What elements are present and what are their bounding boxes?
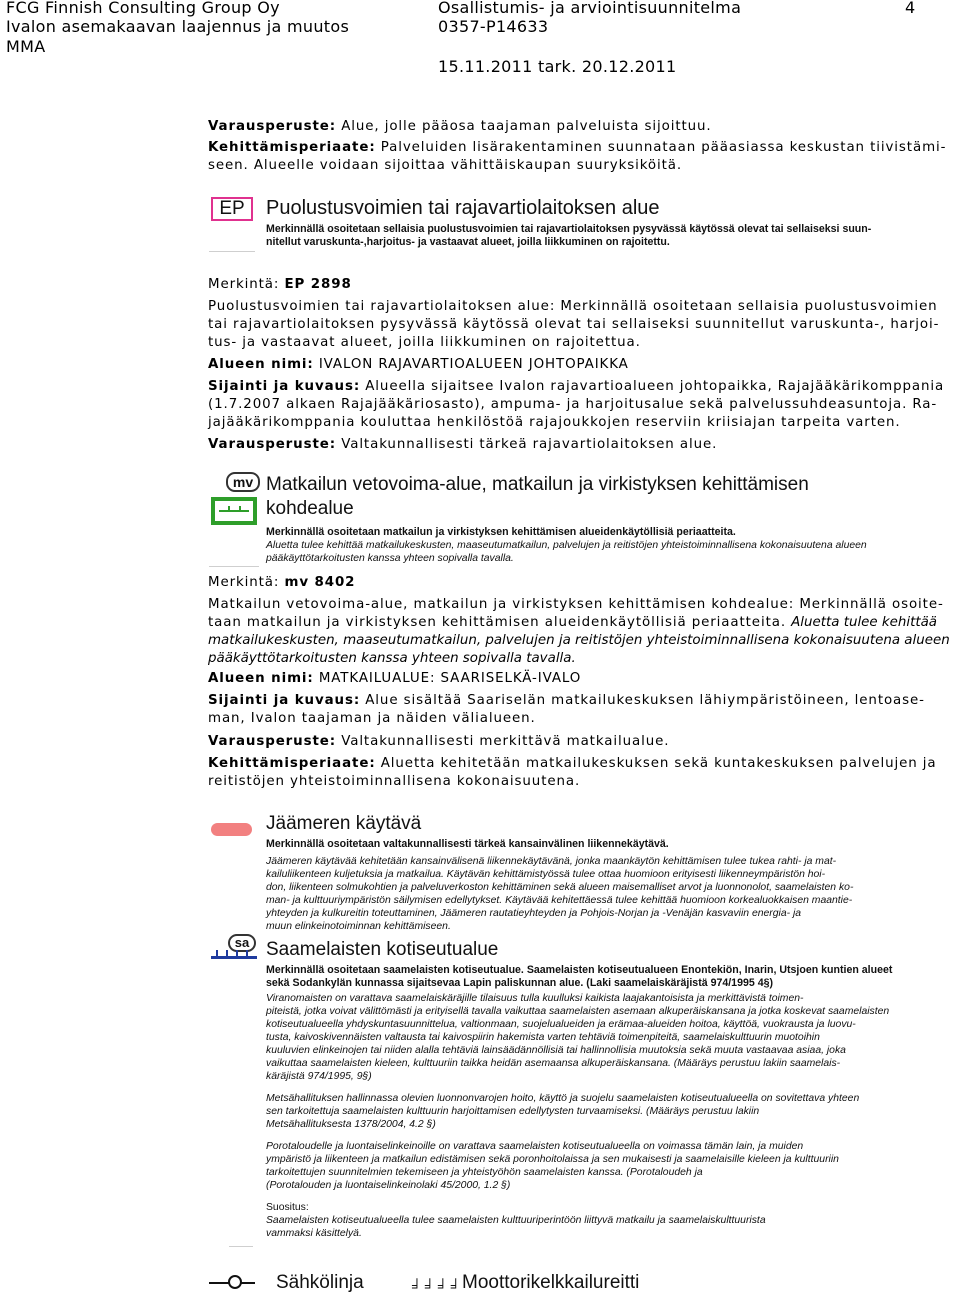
jaameri-title: Jäämeren käytävä [266, 813, 422, 834]
jaameri-it-1: Jäämeren käytävää kehitetään kansainvälisenä liikennekäytävänä, jonka maankäytön kehittämisen tulee tukea rahti- ja mat- [266, 856, 837, 867]
sa-p2-line: Metsähallituksen hallinnassa olevien luonnonvarojen hoito, käyttö ja suojelu saamelaisten kotiseutualueella on sovitettava yhteen [266, 1093, 860, 1104]
sa-boundary-tick [236, 950, 238, 958]
mv-legend-title-1: Matkailun vetovoima-alue, matkailun ja virkistyksen kehittämisen [266, 474, 809, 495]
value: EP 2898 [284, 277, 352, 292]
sa-suositus-label: Suositus: [266, 1202, 309, 1213]
mv-sijainti-2: man, Ivalon taajaman ja näiden välialueen. [208, 711, 536, 726]
ep-legend-title: Puolustusvoimien tai rajavartiolaitoksen alue [266, 197, 660, 219]
sa-suositus-2: vammaksi käsittelyä. [266, 1228, 362, 1239]
label: Kehittämisperiaate: [208, 756, 376, 771]
value: Aluetta kehitetään matkailukeskuksen sekä kuntakeskuksen palvelujen ja [375, 756, 937, 771]
mv-sijainti [208, 692, 925, 710]
plain: taan matkailun ja virkistyksen kehittämisen alueidenkäytöllisiä periaatteita. [208, 615, 792, 630]
ep-symbol: EP [211, 197, 253, 221]
jaameri-it-3: don, liikenteen solmukohtien ja palveluverkoston kehittäminen sekä alueen maisemalliset arvot ja luonnonolot, saamelaisten ko- [266, 882, 854, 893]
ep-merkinta [208, 276, 352, 294]
ep-sijainti [208, 378, 944, 396]
header-author: MMA [6, 37, 46, 56]
ep-sijainti-2: (1.7.2007 alkaen Rajajääkäriosasto), ampuma- ja harjoitusalue sekä palvelussuhdeasuntoja. Ra- [208, 397, 938, 412]
sa-symbol: sa [228, 934, 256, 952]
sa-p2-line: Metsähallituksesta 1378/2004, 4.2 §) [266, 1119, 436, 1130]
sa-legend-rule [229, 1246, 253, 1247]
value: Alue sisältää Saariselän matkailukeskuksen lähiympäristöineen, lentoase- [360, 693, 925, 708]
sa-p1-line: kuuluvien elinkeinojen tai niiden alalla tehtäviä lainsäädännöllisiä tai hallinnollisia muutoksia sekä muuta vastaavaa asiaa, joka [266, 1045, 846, 1056]
ep-legend-rule [209, 251, 255, 252]
ep-sijainti-3: jajääkärikomppania kouluttaa henkilöstöä rajajoukkojen reserviin kriisiajan tarpeita varten. [208, 415, 901, 430]
mv-kehittamisperiaate-2: reitistöjen yhteistoiminnallisena kokonaisuutena. [208, 774, 581, 789]
label: Sijainti ja kuvaus: [208, 693, 361, 708]
sa-boundary-tick [216, 950, 218, 958]
ep-legend-desc-1: Merkinnällä osoitetaan sellaisia puolustusvoimien tai rajavartiolaitoksen pysyvässä käytössä olevat tai sellaiseksi suun- [266, 223, 872, 235]
sa-p2-line: sen tarkoitettuja saamelaisten kulttuurin harjoittamisen edellytysten turvaamiseksi. (Määräys perustuu lakiin [266, 1106, 760, 1117]
sa-bold-2: sekä Sodankylän kunnassa sijaitsevaa Lapin paliskunnan alue. (Laki saamelaiskäräjistä 974/1995 4§) [266, 977, 774, 989]
header-project: Ivalon asemakaavan laajennus ja muutos [6, 17, 350, 36]
intro-varausperuste [208, 118, 712, 136]
label: Kehittämisperiaate: [208, 140, 376, 155]
sa-p1-line: vaikuttaa saamelaisten kieleen, kulttuuriin taikka heidän asemaansa alkuperäiskansana. (Määräys perustuu lakiin saamelais- [266, 1058, 841, 1069]
header-page-number: 4 [905, 0, 916, 17]
value: Valtakunnallisesti tärkeä rajavartiolaitoksen alue. [336, 437, 718, 452]
value: Alueella sijaitsee Ivalon rajavartioalueen johtopaikka, Rajajääkärikomppania [360, 379, 945, 394]
jaameri-it-2: kailuliikenteen kuljetuksia ja matkailua. Käytävän kehittämistyössä tulee ottaa huomioon erityisesti liikenneympäristön hoi- [266, 869, 826, 880]
mv-desc-2 [208, 614, 937, 632]
jaameri-bold-1: Merkinnällä osoitetaan valtakunnallisesti tärkeä kansainvälinen liikennekäytävä. [266, 838, 669, 850]
mv-legend-title-2: kohdealue [266, 498, 354, 519]
mv-area-icon [211, 497, 257, 525]
label: Varausperuste: [208, 734, 337, 749]
sa-bold-1: Merkinnällä osoitetaan saamelaisten kotiseutualue. Saamelaisten kotiseutualueen Enontekiön, Inarin, Utsjoen kuntien alueet [266, 964, 893, 976]
header-project-id: 0357-P14633 [438, 17, 549, 36]
header-company: FCG Finnish Consulting Group Oy [6, 0, 280, 17]
mv-legend-it-2: pääkäyttötarkoitusten kanssa yhteen sopivalla tavalla. [266, 553, 514, 564]
sa-p3-line: ympäristö ja liikenteen ja matkailun edistämisen sekä poronhoitolaissa ja sen mukaisesti ja saamelaisille kieleen ja kulttuuriin [266, 1154, 839, 1165]
sahko-title: Sähkölinja [276, 1272, 364, 1293]
sa-p3-line: (Porotalouden ja luontaiselinkeinolaki 45/2000, 1.2 §) [266, 1180, 511, 1191]
sa-p1-line: käräjistä 974/1995, 9§) [266, 1071, 372, 1082]
mv-area-tick [239, 506, 241, 512]
mv-desc-1: Matkailun vetovoima-alue, matkailun ja virkistyksen kehittämisen kohdealue: Merkinnällä osoite- [208, 597, 944, 612]
label: Varausperuste: [208, 437, 337, 452]
kelkka-title: Moottorikelkkailureitti [462, 1272, 640, 1293]
mv-symbol: mv [226, 472, 260, 492]
ep-desc-1: Puolustusvoimien tai rajavartiolaitoksen alue: Merkinnällä osoitetaan sellaisia puolustusvoimien [208, 299, 938, 314]
mv-desc-4: pääkäyttötarkoitusten kanssa yhteen sopivalla tavalla. [208, 651, 576, 666]
sa-suositus-1: Saamelaisten kotiseutualueella tulee saamelaisten kulttuuriperintöön liittyvä matkailu ja saamelaiskulttuurista [266, 1215, 766, 1226]
label: Sijainti ja kuvaus: [208, 379, 361, 394]
sa-title: Saamelaisten kotiseutualue [266, 939, 499, 960]
jaameri-it-5: yhteyden ja kulkureitin toteuttaminen, Jäämeren rautatieyhteyden ja Pohjois-Norjan ja -Venäjän kasvaviin energia- ja [266, 908, 802, 919]
intro-kehittamisperiaate [208, 139, 946, 157]
label: Alueen nimi: [208, 671, 314, 686]
mv-area-hatch [219, 510, 249, 512]
mv-varausperuste [208, 733, 669, 751]
value: Palveluiden lisärakentaminen suunnataan pääasiassa keskustan tiivistämi- [375, 140, 947, 155]
sahko-circle-icon [228, 1275, 242, 1289]
mv-legend-rule [209, 566, 259, 567]
ep-varausperuste [208, 436, 717, 454]
label: Merkintä: [208, 277, 285, 292]
mv-desc-3: matkailukeskusten, maaseutumatkailun, palvelujen ja reitistöjen yhteistoiminnallisena kokonaisuutena alueen [208, 633, 950, 648]
mv-alueen-nimi [208, 670, 581, 688]
sa-p1-line: kotiseutualueella yhdyskuntasuunnittelua, valtionmaan, suojelualueiden ja erämaa-alueiden hoitoa, käyttöä, vuokrausta ja luovu- [266, 1019, 856, 1030]
jaameri-symbol [211, 823, 252, 836]
label: Alueen nimi: [208, 357, 314, 372]
jaameri-it-6: muun elinkeinotoiminnan kehittämiseen. [266, 921, 451, 932]
kelkka-dash-icon: ╛╛╛╛ [412, 1278, 464, 1294]
intro-kehittamisperiaate-cont: seen. Alueelle voidaan sijoittaa vähittäiskaupan suuryksiköitä. [208, 158, 683, 173]
value: MATKAILUALUE: SAARISELKÄ-IVALO [313, 671, 582, 686]
sa-p3-line: tarkoitettujen suunnitelmien tekemiseen ja yhteistyöhön saamelaisten kanssa. (Porotaloudeh ja [266, 1167, 703, 1178]
ep-desc-2: tai rajavartiolaitoksen pysyvässä käytössä olevat tai sellaiseksi suunnitellut varuskunta-, harjoi- [208, 317, 940, 332]
italic: Aluetta tulee kehittää [791, 615, 938, 630]
label: Merkintä: [208, 575, 285, 590]
header-doc-type: Osallistumis- ja arviointisuunnitelma [438, 0, 742, 17]
mv-legend-it-1: Aluetta tulee kehittää matkailukeskusten, maaseutumatkailun, palvelujen ja reitistöjen yhteistoiminnallisena kokonaisuutena alueen [266, 540, 867, 551]
sa-boundary-tick [246, 950, 248, 958]
sa-p1-line: Viranomaisten on varattava saamelaiskäräjille tilaisuus tulla kuulluksi kaikista laajakantoisista ja merkittävistä toimen- [266, 993, 804, 1004]
header-date: 15.11.2011 tark. 20.12.2011 [438, 57, 677, 76]
sa-boundary-tick [226, 950, 228, 958]
sa-p1-line: piteistä, jotka voivat välittömästi ja erityisellä tavalla vaikuttaa saamelaisten asemaan alkuperäiskansana ja jotka koskevat saamelaisten [266, 1006, 890, 1017]
value: Valtakunnallisesti merkittävä matkailualue. [336, 734, 670, 749]
value: mv 8402 [284, 575, 356, 590]
jaameri-it-4: man- ja kulttuuriympäristön säilymisen edellytykset. Käytävää kehitettäessä tulee kehittää huomioon korkealuokkaisen maantie- [266, 895, 853, 906]
sa-p1-line: tusta, kaivoskivennäisten valtausta tai kaivospiirin hakemista varten tehtäviä toimenpiteitä, saamelaiskulttuurin muotoihin [266, 1032, 820, 1043]
mv-kehittamisperiaate [208, 755, 937, 773]
mv-legend-bold-1: Merkinnällä osoitetaan matkailun ja virkistyksen kehittämisen alueidenkäytöllisiä periaatteita. [266, 526, 736, 538]
label: Varausperuste: [208, 119, 337, 134]
value: IVALON RAJAVARTIOALUEEN JOHTOPAIKKA [313, 357, 629, 372]
ep-legend-desc-2: nitellut varuskunta-,harjoitus- ja vastaavat alueet, joilla liikkuminen on rajoitettu. [266, 236, 670, 248]
sa-p3-line: Porotaloudelle ja luontaiselinkeinoille on varattava saamelaisten kotiseutualueella on voimassa tämän lain, ja muiden [266, 1141, 804, 1152]
mv-merkinta [208, 574, 355, 592]
mv-area-tick [228, 506, 230, 512]
ep-alueen-nimi [208, 356, 629, 374]
ep-desc-3: tus- ja vastaavat alueet, joilla liikkuminen on rajoitettua. [208, 335, 641, 350]
value: Alue, jolle pääosa taajaman palveluista sijoittuu. [336, 119, 712, 134]
